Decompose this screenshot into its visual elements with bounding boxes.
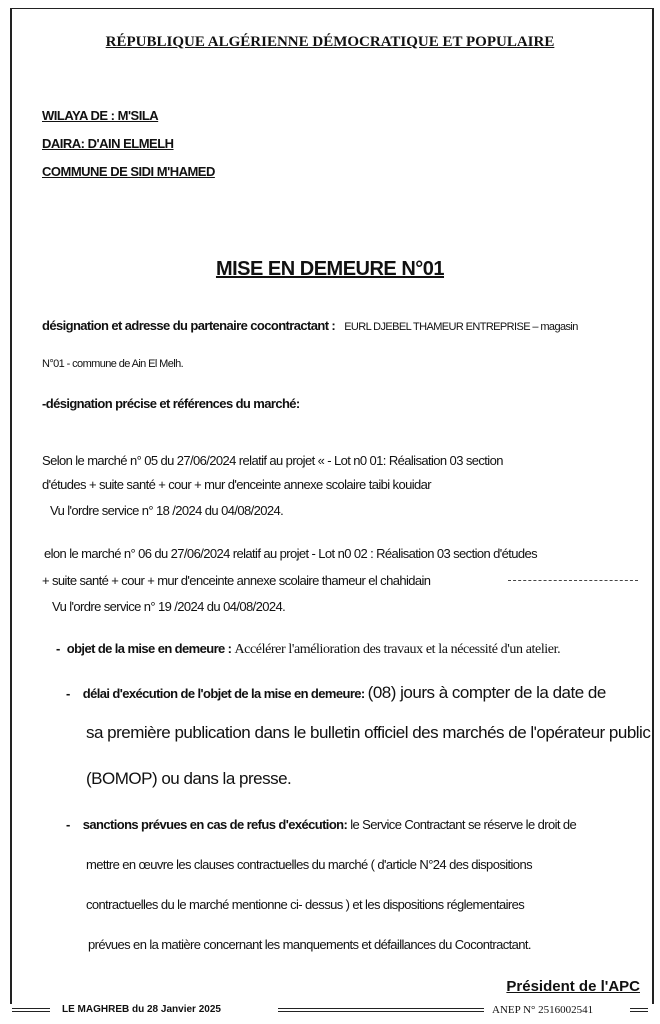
sanctions-bullet: - bbox=[66, 817, 70, 832]
partner-value: EURL DJEBEL THAMEUR ENTREPRISE – magasin bbox=[344, 321, 578, 333]
market2-line1: elon le marché n° 06 du 27/06/2024 relatif au projet - Lot n0 02 : Réalisation 03 section d'études bbox=[44, 546, 538, 561]
delay-label: délai d'exécution de l'objet de la mise en demeure: bbox=[82, 686, 365, 701]
delay-value-line3: (BOMOP) ou dans la presse. bbox=[86, 769, 292, 788]
delay-value-line1: (08) jours à compter de la date de bbox=[367, 683, 606, 702]
market2-line3: Vu l'ordre service n° 19 /2024 du 04/08/2024. bbox=[52, 599, 286, 614]
object-bullet: - bbox=[56, 641, 60, 656]
delay-bullet: - bbox=[66, 686, 70, 701]
market1-line3: Vu l'ordre service n° 18 /2024 du 04/08/2024. bbox=[50, 503, 284, 518]
partner-block bbox=[42, 318, 578, 333]
document-title: MISE EN DEMEURE N°01 bbox=[215, 258, 445, 280]
sanctions-value-line3: contractuelles du le marché mentionne ci- dessus ) et les dispositions réglementaires bbox=[86, 897, 525, 912]
commune-line: COMMUNE DE SIDI M'HAMED bbox=[42, 164, 215, 179]
delay-value-line2: sa première publication dans le bulletin officiel des marchés de l'opérateur public bbox=[86, 723, 651, 742]
delay-block bbox=[66, 683, 606, 703]
market2-line2: + suite santé + cour + mur d'enceinte annexe scolaire thameur el chahidain bbox=[42, 573, 431, 588]
sanctions-label: sanctions prévues en cas de refus d'exécution: bbox=[82, 817, 348, 832]
signature: Président de l'APC bbox=[506, 978, 640, 995]
sanctions-block bbox=[66, 817, 576, 832]
sanctions-value-line4: prévues en la matière concernant les manquements et défaillances du Cocontractant. bbox=[88, 937, 531, 952]
object-block bbox=[56, 641, 560, 658]
footer-left: LE MAGHREB du 28 Janvier 2025 bbox=[62, 1004, 221, 1015]
sanctions-value-line2: mettre en œuvre les clauses contractuelles du marché ( d'article N°24 des dispositions bbox=[86, 857, 532, 872]
sanctions-value-line1: le Service Contractant se réserve le droit de bbox=[350, 817, 577, 832]
market1-line1: Selon le marché n° 05 du 27/06/2024 relatif au projet « - Lot n0 01: Réalisation 03 section bbox=[42, 453, 503, 468]
partner-label: désignation et adresse du partenaire cocontractant : bbox=[42, 318, 336, 333]
market-heading: -désignation précise et références du marché: bbox=[42, 396, 300, 411]
object-value: Accélérer l'amélioration des travaux et la nécessité d'un atelier. bbox=[234, 642, 561, 657]
object-label: objet de la mise en demeure : bbox=[66, 641, 232, 656]
partner-value-line2: N°01 - commune de Ain El Melh. bbox=[42, 358, 184, 370]
republic-heading: RÉPUBLIQUE ALGÉRIENNE DÉMOCRATIQUE ET POPULAIRE bbox=[105, 34, 555, 50]
daira-line: DAIRA: D'AIN ELMELH bbox=[42, 136, 174, 151]
footer-rule-right bbox=[630, 1008, 648, 1012]
footer-rule-middle bbox=[278, 1008, 484, 1012]
wilaya-line: WILAYA DE : M'SILA bbox=[42, 108, 159, 123]
dash-rule bbox=[508, 580, 638, 581]
market1-line2: d'études + suite santé + cour + mur d'enceinte annexe scolaire taibi kouidar bbox=[42, 477, 431, 492]
footer-rule-left bbox=[12, 1008, 50, 1012]
footer-right: ANEP N° 2516002541 bbox=[492, 1004, 594, 1016]
